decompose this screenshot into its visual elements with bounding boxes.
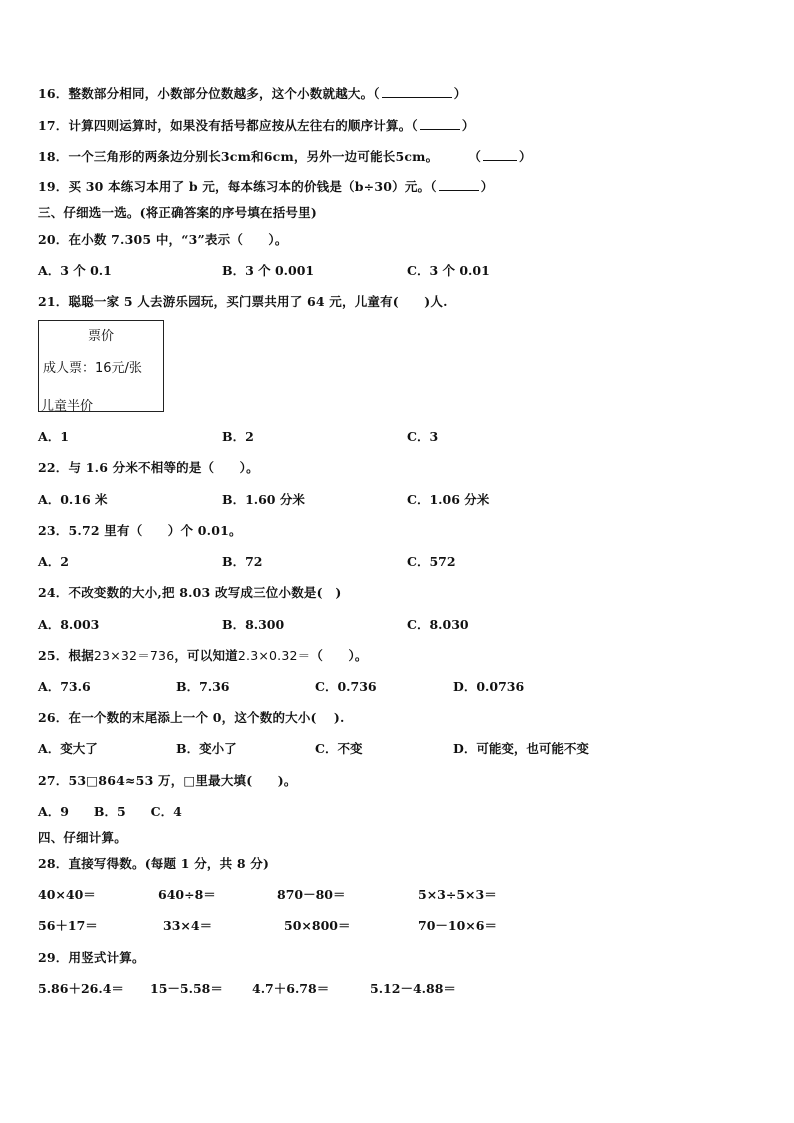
q25-option-c[interactable]: C．0.736 [315, 679, 377, 694]
ticket-adult-price: 成人票：16元/张 [43, 361, 142, 376]
q24-option-b[interactable]: B．8.300 [222, 617, 285, 632]
question-28: 28．直接写得数。(每题 1 分，共 8 分) [38, 856, 270, 871]
question-27: 27．53□864≈53 万，□里最大填( )。 [38, 773, 297, 788]
question-17: 17．计算四则运算时，如果没有括号都应按从左往右的顺序计算。（ ） [38, 118, 475, 133]
question-16: 16．整数部分相同，小数部分位数越多，这个小数就越大。（ ） [38, 86, 467, 101]
question-25: 25．根据23×32＝736，可以知道2.3×0.32＝（ ）。 [38, 648, 368, 663]
q25-option-b[interactable]: B．7.36 [176, 679, 230, 694]
q26-option-b[interactable]: B．变小了 [176, 741, 237, 756]
ticket-child-price: 儿童半价 [41, 399, 94, 414]
question-23: 23．5.72 里有（ ）个 0.01。 [38, 523, 242, 538]
answer-blank[interactable] [439, 180, 479, 191]
question-26: 26．在一个数的末尾添上一个 0，这个数的大小( ). [38, 710, 345, 725]
calc-item: 70－10×6＝ [418, 918, 497, 933]
question-18: 18．一个三角形的两条边分别长3cm和6cm，另外一边可能长5cm。 （ ） [38, 149, 532, 164]
vertical-calc-item: 5.12－4.88＝ [370, 981, 456, 996]
answer-blank[interactable] [483, 150, 517, 161]
answer-blank[interactable] [420, 119, 460, 130]
q22-option-b[interactable]: B．1.60 分米 [222, 492, 305, 507]
q22-option-a[interactable]: A．0.16 米 [38, 492, 108, 507]
q23-option-c[interactable]: C．572 [407, 554, 456, 569]
q23-option-b[interactable]: B．72 [222, 554, 263, 569]
calc-item: 870－80＝ [277, 887, 346, 902]
q20-option-b[interactable]: B．3 个 0.001 [222, 263, 315, 278]
q25-option-d[interactable]: D．0.0736 [453, 679, 525, 694]
vertical-calc-item: 5.86＋26.4＝ [38, 981, 124, 996]
ticket-title: 票价 [87, 329, 114, 344]
calc-item: 5×3÷5×3＝ [418, 887, 497, 902]
q20-option-c[interactable]: C．3 个 0.01 [407, 263, 490, 278]
question-19: 19．买 30 本练习本用了 b 元，每本练习本的价钱是（b÷30）元。（ ） [38, 179, 494, 194]
question-29: 29．用竖式计算。 [38, 950, 145, 965]
section-4-heading: 四、仔细计算。 [38, 830, 127, 845]
q21-option-b[interactable]: B．2 [222, 429, 254, 444]
q27-options[interactable]: A．9 B．5 C．4 [38, 804, 182, 819]
q21-option-c[interactable]: C．3 [407, 429, 439, 444]
calc-item: 50×800＝ [284, 918, 351, 933]
answer-blank[interactable] [382, 87, 452, 98]
question-24: 24．不改变数的大小,把 8.03 改写成三位小数是( ) [38, 585, 342, 600]
q23-option-a[interactable]: A．2 [38, 554, 69, 569]
question-21: 21．聪聪一家 5 人去游乐园玩，买门票共用了 64 元，儿童有( )人. [38, 294, 448, 309]
q21-option-a[interactable]: A．1 [38, 429, 69, 444]
q24-option-a[interactable]: A．8.003 [38, 617, 100, 632]
q26-option-a[interactable]: A．变大了 [38, 741, 98, 756]
section-3-heading: 三、仔细选一选。(将正确答案的序号填在括号里) [38, 205, 317, 220]
vertical-calc-item: 4.7＋6.78＝ [252, 981, 330, 996]
question-20: 20．在小数 7.305 中，“3”表示（ ）。 [38, 232, 288, 247]
calc-item: 33×4＝ [163, 918, 213, 933]
q22-option-c[interactable]: C．1.06 分米 [407, 492, 490, 507]
equation-asked: 2.3×0.32＝ [237, 648, 311, 663]
ticket-price-box [38, 320, 164, 412]
calc-item: 56＋17＝ [38, 918, 98, 933]
calc-item: 40×40＝ [38, 887, 96, 902]
q26-option-c[interactable]: C．不变 [315, 741, 363, 756]
calc-item: 640÷8＝ [158, 887, 216, 902]
q24-option-c[interactable]: C．8.030 [407, 617, 469, 632]
vertical-calc-item: 15－5.58＝ [150, 981, 223, 996]
question-22: 22．与 1.6 分米不相等的是（ ）。 [38, 460, 259, 475]
q26-option-d[interactable]: D．可能变，也可能不变 [453, 741, 589, 756]
q25-option-a[interactable]: A．73.6 [38, 679, 91, 694]
q20-option-a[interactable]: A．3 个 0.1 [38, 263, 112, 278]
equation-given: 23×32＝736 [93, 648, 175, 663]
